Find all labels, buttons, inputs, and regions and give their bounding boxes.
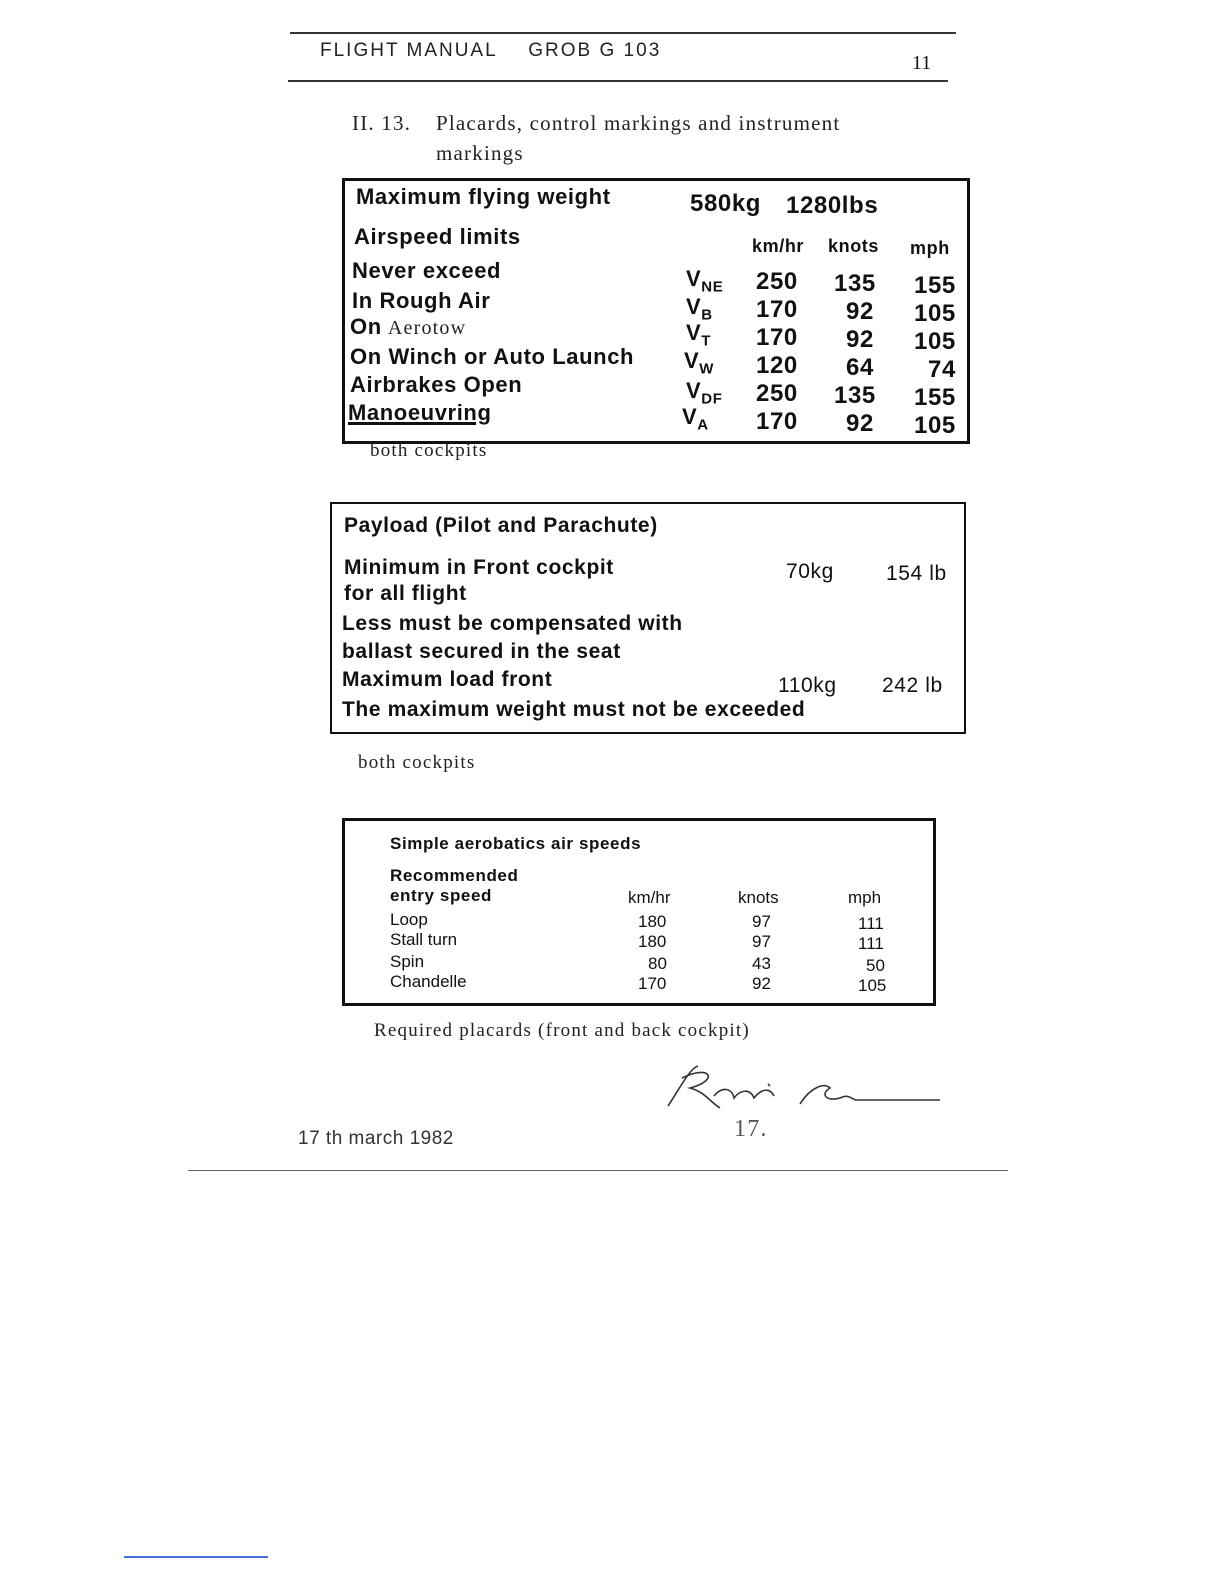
aerobatics-row-label: Spin xyxy=(390,952,425,971)
aerobatics-mph: 105 xyxy=(858,976,887,995)
manual-title: FLIGHT MANUAL xyxy=(320,40,497,61)
payload-max-lb: 242 lb xyxy=(882,674,943,697)
speed-mph: 155 xyxy=(914,384,956,411)
signature-icon xyxy=(650,1058,950,1118)
speed-knots: 92 xyxy=(846,298,874,325)
speed-kmh: 170 xyxy=(756,408,798,435)
stamp-date: 17. xyxy=(734,1116,768,1142)
aerobatics-knots: 97 xyxy=(752,912,771,931)
max-weight-label: Maximum flying weight xyxy=(356,184,611,209)
page-number: 11 xyxy=(912,52,932,74)
footnote-separator xyxy=(124,1556,268,1558)
placard3-caption: Required placards (front and back cockpit) xyxy=(374,1020,750,1041)
aerobatics-mph: 111 xyxy=(858,914,884,933)
payload-line-ballast: ballast secured in the seat xyxy=(342,640,621,663)
placard1-caption: both cockpits xyxy=(370,440,488,461)
speed-row-label: In Rough Air xyxy=(352,288,491,313)
aerobatics-mph: 50 xyxy=(866,956,885,975)
manual-header xyxy=(320,40,661,62)
section-title-line2: markings xyxy=(436,141,524,165)
speed-symbol: $V_{DF}$ xyxy=(686,378,723,408)
payload-line-all-flight: for all flight xyxy=(344,582,467,605)
payload-max-kg: 110kg xyxy=(778,674,837,697)
speed-mph: 105 xyxy=(914,412,956,439)
speed-row-label: Manoeuvring xyxy=(348,400,492,425)
speed-kmh: 250 xyxy=(756,380,798,407)
speed-knots: 64 xyxy=(846,354,874,381)
section-title-line1: Placards, control markings and instrument xyxy=(436,111,841,135)
document-date: 17 th march 1982 xyxy=(298,1128,454,1149)
payload-line-compensate: Less must be compensated with xyxy=(342,612,683,635)
speed-row-label: On Aerotow xyxy=(350,314,467,339)
placard2-caption: both cockpits xyxy=(358,752,476,773)
aerobatics-row-label: Chandelle xyxy=(390,972,467,991)
speed-knots: 135 xyxy=(834,270,876,297)
section-title xyxy=(352,108,840,168)
max-weight-lbs: 1280lbs xyxy=(786,192,879,219)
aerobatics-col-mph: mph xyxy=(848,888,882,907)
aerobatics-sub2: entry speed xyxy=(390,886,493,905)
aerobatics-col-kmh: km/hr xyxy=(628,888,671,907)
header-top-rule xyxy=(290,32,956,34)
aerobatics-heading: Simple aerobatics air speeds xyxy=(390,834,642,853)
payload-max-front-label: Maximum load front xyxy=(342,668,553,691)
speed-mph: 105 xyxy=(914,300,956,327)
aerobatics-knots: 97 xyxy=(752,932,771,951)
aerobatics-knots: 92 xyxy=(752,974,771,993)
aerobatics-mph: 111 xyxy=(858,934,884,953)
payload-heading: Payload (Pilot and Parachute) xyxy=(344,514,658,537)
header-bottom-rule xyxy=(288,80,948,82)
speed-mph: 105 xyxy=(914,328,956,355)
aerobatics-row-label: Stall turn xyxy=(390,930,458,949)
aerobatics-col-knots: knots xyxy=(738,888,779,907)
speed-mph: 155 xyxy=(914,272,956,299)
aerobatics-row-label: Loop xyxy=(390,910,428,929)
aerobatics-kmh: 180 xyxy=(638,932,667,951)
payload-min-lb: 154 lb xyxy=(886,562,947,585)
payload-min-front-label: Minimum in Front cockpit xyxy=(344,556,614,579)
speed-symbol: $V_T$ xyxy=(686,320,712,350)
column-header-mph: mph xyxy=(910,238,950,258)
speed-kmh: 170 xyxy=(756,296,798,323)
payload-min-kg: 70kg xyxy=(786,560,834,583)
aerobatics-kmh: 170 xyxy=(638,974,667,993)
aircraft-name: GROB G 103 xyxy=(528,40,662,61)
aerobatics-knots: 43 xyxy=(752,954,771,973)
speed-knots: 92 xyxy=(846,326,874,353)
airspeed-limits-heading: Airspeed limits xyxy=(354,224,521,249)
column-header-knots: knots xyxy=(828,236,880,256)
aerobatics-sub1: Recommended xyxy=(390,866,519,885)
speed-row-label: Never exceed xyxy=(352,258,502,283)
speed-symbol: $V_W$ xyxy=(684,348,715,378)
speed-kmh: 250 xyxy=(756,268,798,295)
footer-rule xyxy=(188,1170,1008,1171)
speed-row-label: Airbrakes Open xyxy=(350,372,523,397)
speed-symbol: $V_{NE}$ xyxy=(686,266,724,296)
speed-symbol: $V_B$ xyxy=(686,294,713,324)
max-weight-kg: 580kg xyxy=(690,190,762,217)
column-header-kmh: km/hr xyxy=(752,236,805,256)
aerobatics-kmh: 80 xyxy=(648,954,667,973)
speed-knots: 92 xyxy=(846,410,874,437)
speed-mph: 74 xyxy=(928,356,956,383)
speed-kmh: 170 xyxy=(756,324,798,351)
speed-row-label: On Winch or Auto Launch xyxy=(350,344,635,369)
speed-knots: 135 xyxy=(834,382,876,409)
aerobatics-kmh: 180 xyxy=(638,912,667,931)
section-number: II. 13. xyxy=(352,111,412,135)
speed-symbol: $V_A$ xyxy=(682,404,709,434)
payload-max-warning: The maximum weight must not be exceeded xyxy=(342,698,806,721)
speed-kmh: 120 xyxy=(756,352,798,379)
